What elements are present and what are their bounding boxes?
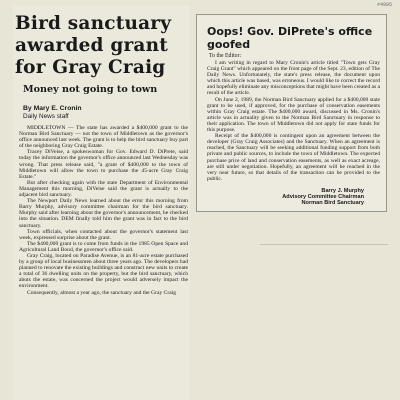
signature-org: Norman Bird Sanctuary bbox=[301, 200, 364, 207]
letter-title: Oops! Gov. DiPrete's office goofed bbox=[207, 25, 373, 51]
article-paragraph: The Newport Daily News learned about the error this morning from Barry Murphy, advisory committee chairman for the bird sanctuary. Murphy said after learning about the governor's announcement, he checked into the situation. DEM finally told him the grant was in fact to the bird sanctuary. bbox=[19, 198, 188, 229]
letter-clipping bbox=[196, 14, 387, 212]
signature-title: Advisory Committee Chairman bbox=[282, 194, 364, 201]
news-clipping bbox=[13, 5, 190, 400]
article-paragraph: Gray Craig, located on Paradise Avenue, is an 81-acre estate purchased by a group of local businessmen about three years ago. The developers had planned to renovate the existing buildings and construct new units to create a total of 36 dwelling units on the property, but the bird sanctuary, which abuts the estate, was concerned the project would adversely impact the environment. bbox=[19, 252, 188, 290]
archive-stamp: #4905 bbox=[376, 2, 392, 8]
letter-body bbox=[207, 60, 380, 182]
letter-paragraph: Receipt of the $400,000 is contingent upon an agreement between the developer (Gray Craig Associates) and the Sanctuary. When an agreement is reached, the Sanctuary will be seeking additional funding support from both private and public sources, to include the town of Middletown. The expected purchase price of land and conservation easements, as well as exact acreage, are still under negotiation. Hopefully, an agreement will be reached in the very near future, so that details of the transaction can be provided to the public. bbox=[207, 133, 380, 182]
byline-name: By Mary E. Cronin bbox=[23, 105, 82, 112]
letter-signature bbox=[197, 188, 364, 207]
article-paragraph: MIDDLETOWN — The state has awarded a $400,000 grant to the Norman Bird Sanctuary — not the town of Middletown as the governor's office announced last week. The grant is to help the bird sanctuary buy part of the neighboring Gray Craig Estate. bbox=[19, 125, 188, 150]
article-paragraph: Consequently, almost a year ago, the sanctuary and the Gray Craig bbox=[27, 289, 177, 296]
byline bbox=[23, 105, 190, 121]
signature-name: Barry J. Murphy bbox=[321, 187, 364, 194]
byline-role: Daily News staff bbox=[23, 113, 69, 120]
article-body bbox=[19, 125, 188, 296]
article-paragraph: Town officials, when contacted about the governor's statement last week, expressed surprise about the grant. bbox=[19, 228, 188, 241]
article-headline: Bird sanctuary awarded grant for Gray Craig bbox=[15, 13, 172, 78]
scan-crease bbox=[260, 244, 388, 245]
letter-paragraph: I am writing in regard to Mary Cronin's article titled "Town gets Gray Craig Grant" which appeared on the front page of the Sept. 23, edition of The Daily News. Unfortunately, the state's press release, the document upon which this article was based, was erroneous. I would like to correct the record and hopefully eliminate any misconceptions that might have been created as a result of the article. bbox=[207, 60, 380, 97]
letter-salutation: To the Editor: bbox=[209, 53, 242, 59]
article-subhead: Money not going to town bbox=[23, 84, 158, 95]
article-paragraph: Tracey DiVeise, a spokeswoman for Gov. Edward D. DiPrete, said today the information the governor's office announced last Wednesday was wrong. That press release said, "a grant of $400,000 to the town of Middletown will allow the town to purchase the 45-acre Gray Craig Estate." bbox=[19, 149, 188, 180]
letter-paragraph: On June 2, 1989, the Norman Bird Sanctuary applied for a $400,000 state grant to be used, if approved, for the purchase of conservation easements within Gray Craig estate. The $400,000 award, discussed in Ms. Cronin's article was in actuality given to the Norman Bird Sanctuary in response to their application. The town of Middletown did not apply for state funds for this purpose. bbox=[207, 96, 380, 134]
article-paragraph: But after checking again with the state Department of Environmental Management this morning, DiVeise said the grant is actually to the adjacent bird sanctuary. bbox=[19, 179, 188, 199]
article-paragraph: The $400,000 grant is to come from funds in the 1985 Open Space and Agricultural Land Bond, the governor's office said. bbox=[19, 240, 188, 253]
